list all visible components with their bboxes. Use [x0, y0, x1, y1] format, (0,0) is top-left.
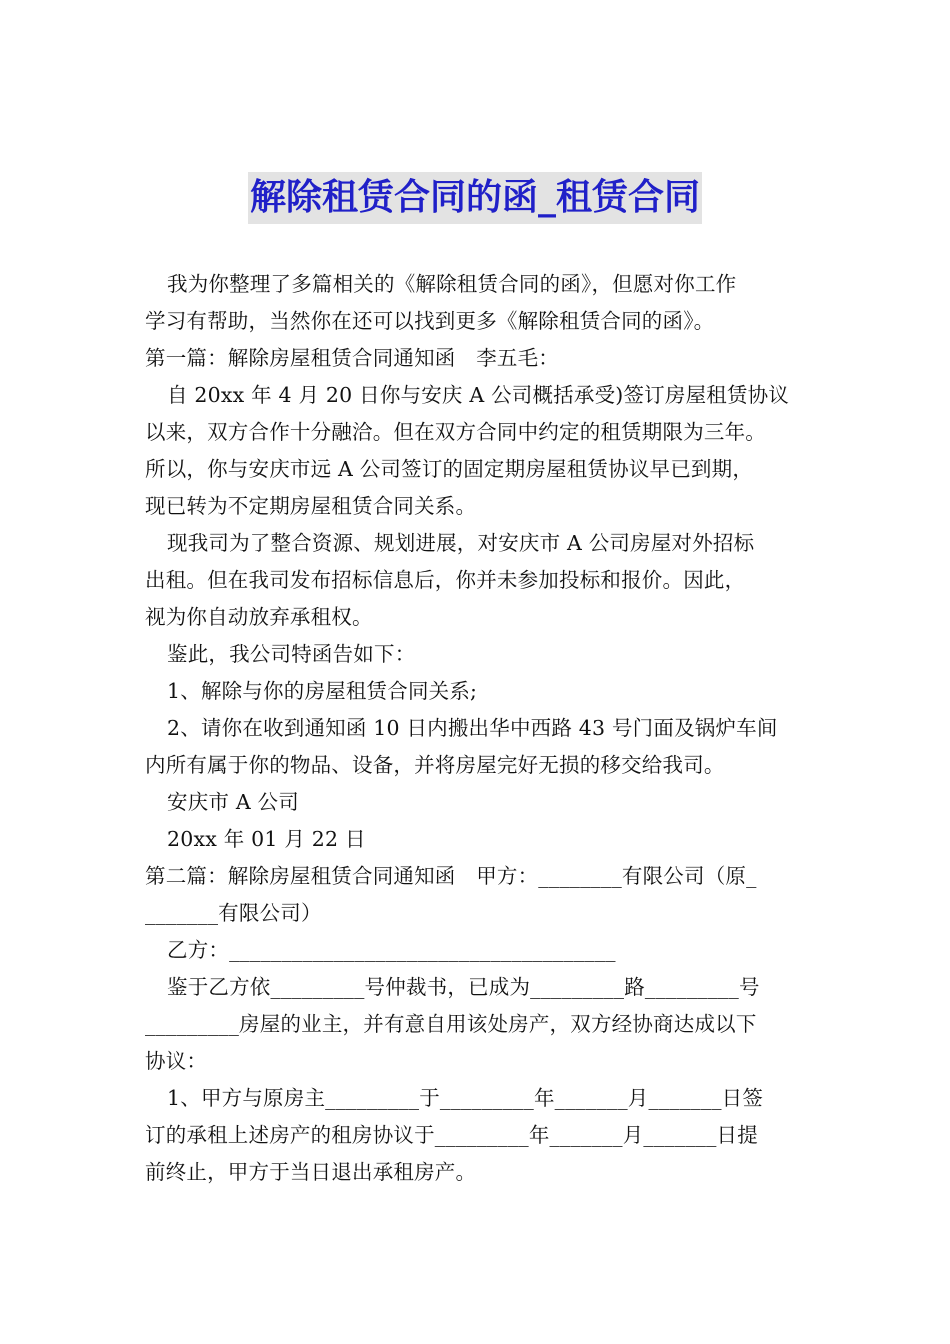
paragraph-line: _______有限公司） — [145, 901, 322, 925]
document-title: 解除租赁合同的函_租赁合同 — [248, 172, 702, 224]
paragraph-line: 鉴于乙方依_________号仲裁书，已成为_________路_________号 — [167, 975, 760, 999]
paragraph-line: 出租。但在我司发布招标信息后，你并未参加投标和报价。因此， — [145, 568, 746, 592]
paragraph-line: 订的承租上述房产的租房协议于_________年_______月_______日提 — [145, 1123, 758, 1147]
paragraph-line: 前终止，甲方于当日退出承租房产。 — [145, 1160, 477, 1184]
paragraph-line: 所以，你与安庆市远 A 公司签订的固定期房屋租赁协议早已到期， — [145, 457, 754, 481]
paragraph-line: 现我司为了整合资源、规划进展，对安庆市 A 公司房屋对外招标 — [167, 531, 755, 555]
paragraph-line: 学习有帮助，当然你在还可以找到更多《解除租赁合同的函》。 — [145, 309, 715, 333]
paragraph-line: 我为你整理了多篇相关的《解除租赁合同的函》，但愿对你工作 — [167, 272, 737, 296]
paragraph-line: 协议： — [145, 1049, 208, 1073]
paragraph-line: 鉴此，我公司特函告如下： — [167, 642, 416, 666]
list-item: 2、请你在收到通知函 10 日内搬出华中西路 43 号门面及锅炉车间 — [167, 716, 778, 740]
document-body — [145, 266, 815, 1191]
document-title-block — [0, 172, 950, 224]
paragraph-line: 现已转为不定期房屋租赁合同关系。 — [145, 494, 477, 518]
paragraph-line: 以来，双方合作十分融洽。但在双方合同中约定的租赁期限为三年。 — [145, 420, 766, 444]
section-heading: 第二篇：解除房屋租赁合同通知函 甲方：________有限公司（原_ — [145, 864, 757, 888]
list-item: 1、甲方与原房主_________于_________年_______月_______日签 — [167, 1086, 764, 1110]
paragraph-line: 内所有属于你的物品、设备，并将房屋完好无损的移交给我司。 — [145, 753, 725, 777]
paragraph-line: 视为你自动放弃承租权。 — [145, 605, 373, 629]
signature-company: 安庆市 A 公司 — [167, 790, 299, 814]
signature-date: 20xx 年 01 月 22 日 — [167, 827, 366, 851]
party-b-line: 乙方：_____________________________________ — [167, 938, 616, 962]
list-item: 1、解除与你的房屋租赁合同关系; — [167, 679, 478, 703]
paragraph-line: _________房屋的业主，并有意自用该处房产，双方经协商达成以下 — [145, 1012, 757, 1036]
section-heading: 第一篇：解除房屋租赁合同通知函 李五毛： — [145, 346, 559, 370]
paragraph-line: 自 20xx 年 4 月 20 日你与安庆 A 公司概括承受)签订房屋租赁协议 — [167, 383, 790, 407]
